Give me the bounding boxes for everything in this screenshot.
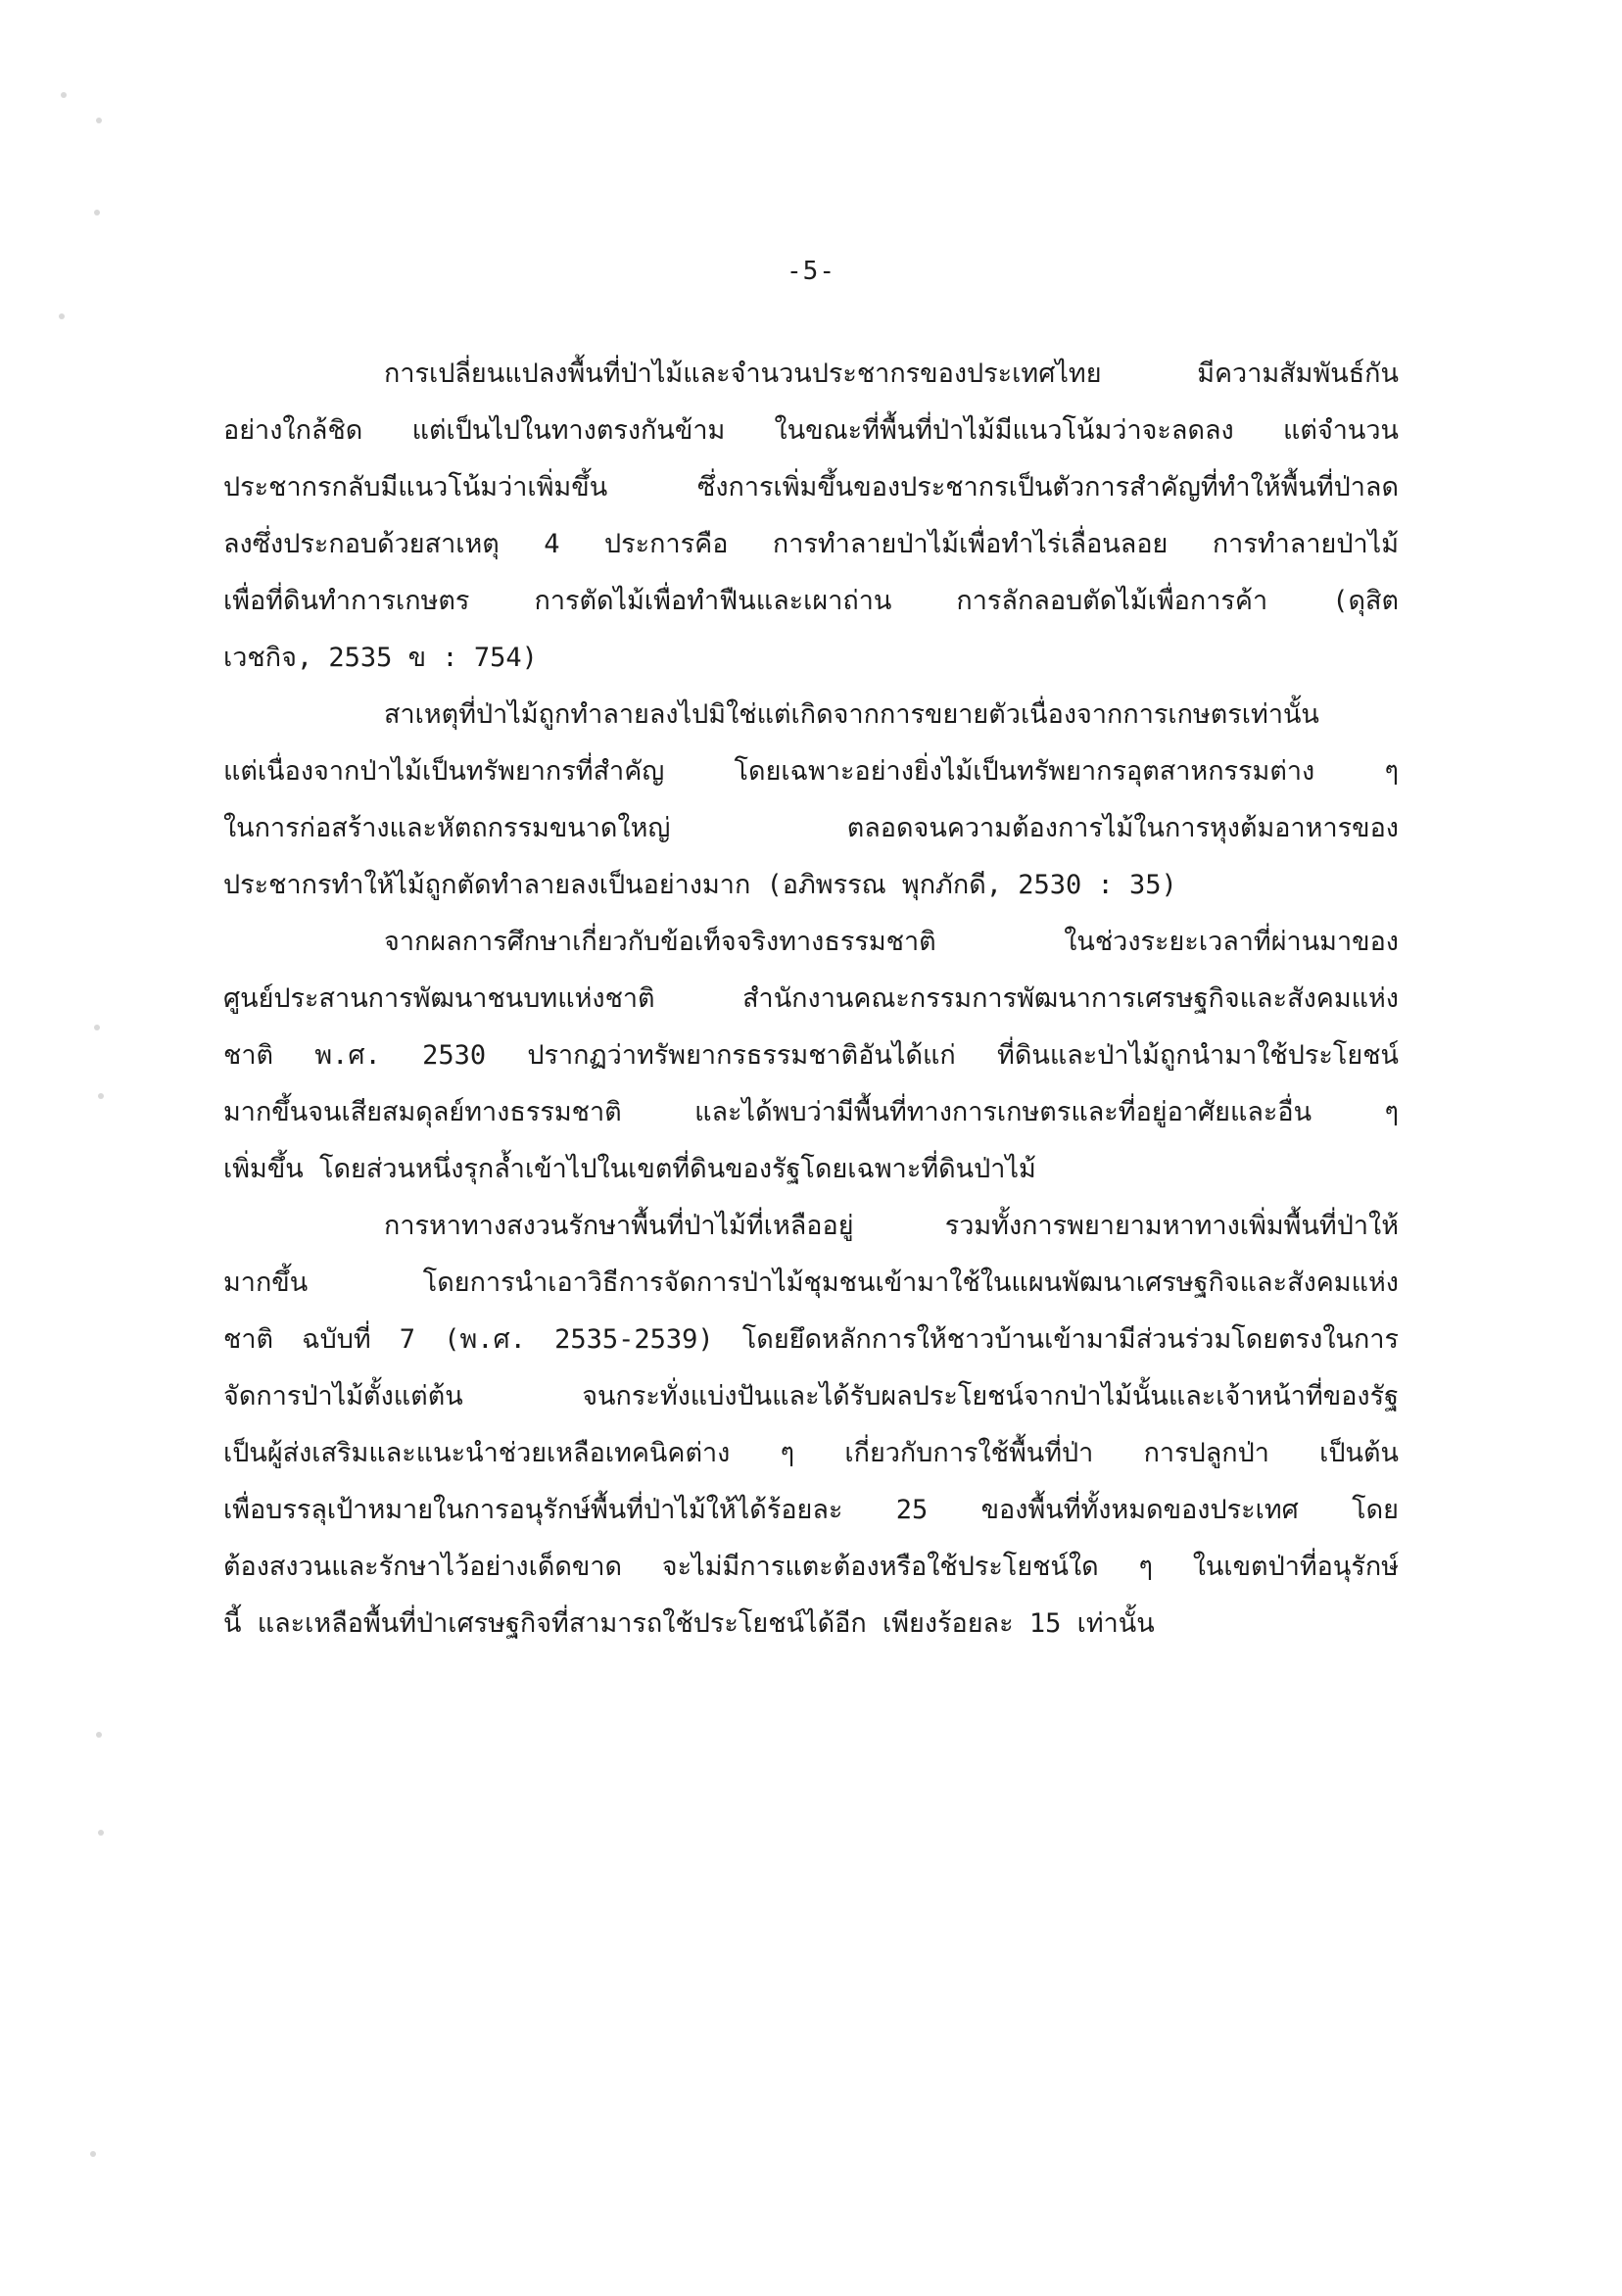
paragraph-line: ในการก่อสร้างและหัตถกรรมขนาดใหญ่ ตลอดจนความต้องการไม้ในการหุงต้มอาหารของ	[223, 813, 1399, 843]
scan-speck	[96, 118, 102, 123]
paragraph-line: เวชกิจ, 2535 ข : 754)	[223, 643, 538, 673]
paragraph-line: เพิ่มขึ้น โดยส่วนหนึ่งรุกล้ำเข้าไปในเขตที่ดินของรัฐโดยเฉพาะที่ดินป่าไม้	[223, 1154, 1036, 1184]
scan-speck	[61, 92, 67, 98]
paragraph-line: นี้ และเหลือพื้นที่ป่าเศรษฐกิจที่สามารถใช้ประโยชน์ได้อีก เพียงร้อยละ 15 เท่านั้น	[223, 1608, 1155, 1639]
paragraph-line: ชาติ ฉบับที่ 7 (พ.ศ. 2535-2539) โดยยึดหลักการให้ชาวบ้านเข้ามามีส่วนร่วมโดยตรงในการ	[223, 1324, 1399, 1355]
paragraph-line: เพื่อบรรลุเป้าหมายในการอนุรักษ์พื้นที่ป่าไม้ให้ได้ร้อยละ 25 ของพื้นที่ทั้งหมดของประเทศ โดย	[223, 1495, 1399, 1525]
scan-speck	[96, 1732, 102, 1738]
scan-speck	[98, 1830, 104, 1836]
paragraph-line: การเปลี่ยนแปลงพื้นที่ป่าไม้และจำนวนประชากรของประเทศไทย มีความสัมพันธ์กัน	[384, 359, 1399, 389]
paragraph-line: ชาติ พ.ศ. 2530 ปรากฏว่าทรัพยากรธรรมชาติอันได้แก่ ที่ดินและป่าไม้ถูกนำมาใช้ประโยชน์	[223, 1040, 1399, 1071]
paragraph-line: มากขึ้นจนเสียสมดุลย์ทางธรรมชาติ และได้พบว่ามีพื้นที่ทางการเกษตรและที่อยู่อาศัยและอื่น ๆ	[223, 1097, 1399, 1127]
paragraph-line: สาเหตุที่ป่าไม้ถูกทำลายลงไปมิใช่แต่เกิดจากการขยายตัวเนื่องจากการเกษตรเท่านั้น	[384, 699, 1319, 730]
scan-speck	[98, 1093, 104, 1099]
paragraph-line: แต่เนื่องจากป่าไม้เป็นทรัพยากรที่สำคัญ โดยเฉพาะอย่างยิ่งไม้เป็นทรัพยากรอุตสาหกรรมต่าง ๆ	[223, 756, 1399, 787]
scan-speck	[94, 1025, 100, 1030]
paragraph-line: เพื่อที่ดินทำการเกษตร การตัดไม้เพื่อทำฟืนและเผาถ่าน การลักลอบตัดไม้เพื่อการค้า (ดุสิต	[223, 586, 1399, 616]
scan-speck	[59, 313, 65, 319]
page-number: -5-	[787, 257, 835, 286]
paragraph-line: ประชากรกลับมีแนวโน้มว่าเพิ่มขึ้น ซึ่งการเพิ่มขึ้นของประชากรเป็นตัวการสำคัญที่ทำให้พื้นที่ป่าลด	[223, 472, 1399, 502]
paragraph-line: จากผลการศึกษาเกี่ยวกับข้อเท็จจริงทางธรรมชาติ ในช่วงระยะเวลาที่ผ่านมาของ	[384, 927, 1399, 957]
scan-speck	[90, 2151, 96, 2157]
paragraph-line: อย่างใกล้ชิด แต่เป็นไปในทางตรงกันข้าม ในขณะที่พื้นที่ป่าไม้มีแนวโน้มว่าจะลดลง แต่จำนวน	[223, 415, 1399, 446]
scan-speck	[94, 210, 100, 215]
paragraph-line: เป็นผู้ส่งเสริมและแนะนำช่วยเหลือเทคนิคต่าง ๆ เกี่ยวกับการใช้พื้นที่ป่า การปลูกป่า เป็นต้น	[223, 1438, 1399, 1468]
paragraph-line: มากขึ้น โดยการนำเอาวิธีการจัดการป่าไม้ชุมชนเข้ามาใช้ในแผนพัฒนาเศรษฐกิจและสังคมแห่ง	[223, 1268, 1399, 1298]
paragraph-line: ต้องสงวนและรักษาไว้อย่างเด็ดขาด จะไม่มีการแตะต้องหรือใช้ประโยชน์ใด ๆ ในเขตป่าที่อนุรักษ์	[223, 1552, 1399, 1582]
paragraph-line: ประชากรทำให้ไม้ถูกตัดทำลายลงเป็นอย่างมาก (อภิพรรณ พุกภักดี, 2530 : 35)	[223, 870, 1177, 900]
paragraph-line: จัดการป่าไม้ตั้งแต่ต้น จนกระทั่งแบ่งปันและได้รับผลประโยชน์จากป่าไม้นั้นและเจ้าหน้าที่ของรัฐ	[223, 1381, 1399, 1411]
paragraph-line: การหาทางสงวนรักษาพื้นที่ป่าไม้ที่เหลืออยู่ รวมทั้งการพยายามหาทางเพิ่มพื้นที่ป่าให้	[384, 1211, 1399, 1241]
paragraph-line: ลงซึ่งประกอบด้วยสาเหตุ 4 ประการคือ การทำลายป่าไม้เพื่อทำไร่เลื่อนลอย การทำลายป่าไม้	[223, 529, 1399, 559]
paragraph-line: ศูนย์ประสานการพัฒนาชนบทแห่งชาติ สำนักงานคณะกรรมการพัฒนาการเศรษฐกิจและสังคมแห่ง	[223, 983, 1399, 1014]
